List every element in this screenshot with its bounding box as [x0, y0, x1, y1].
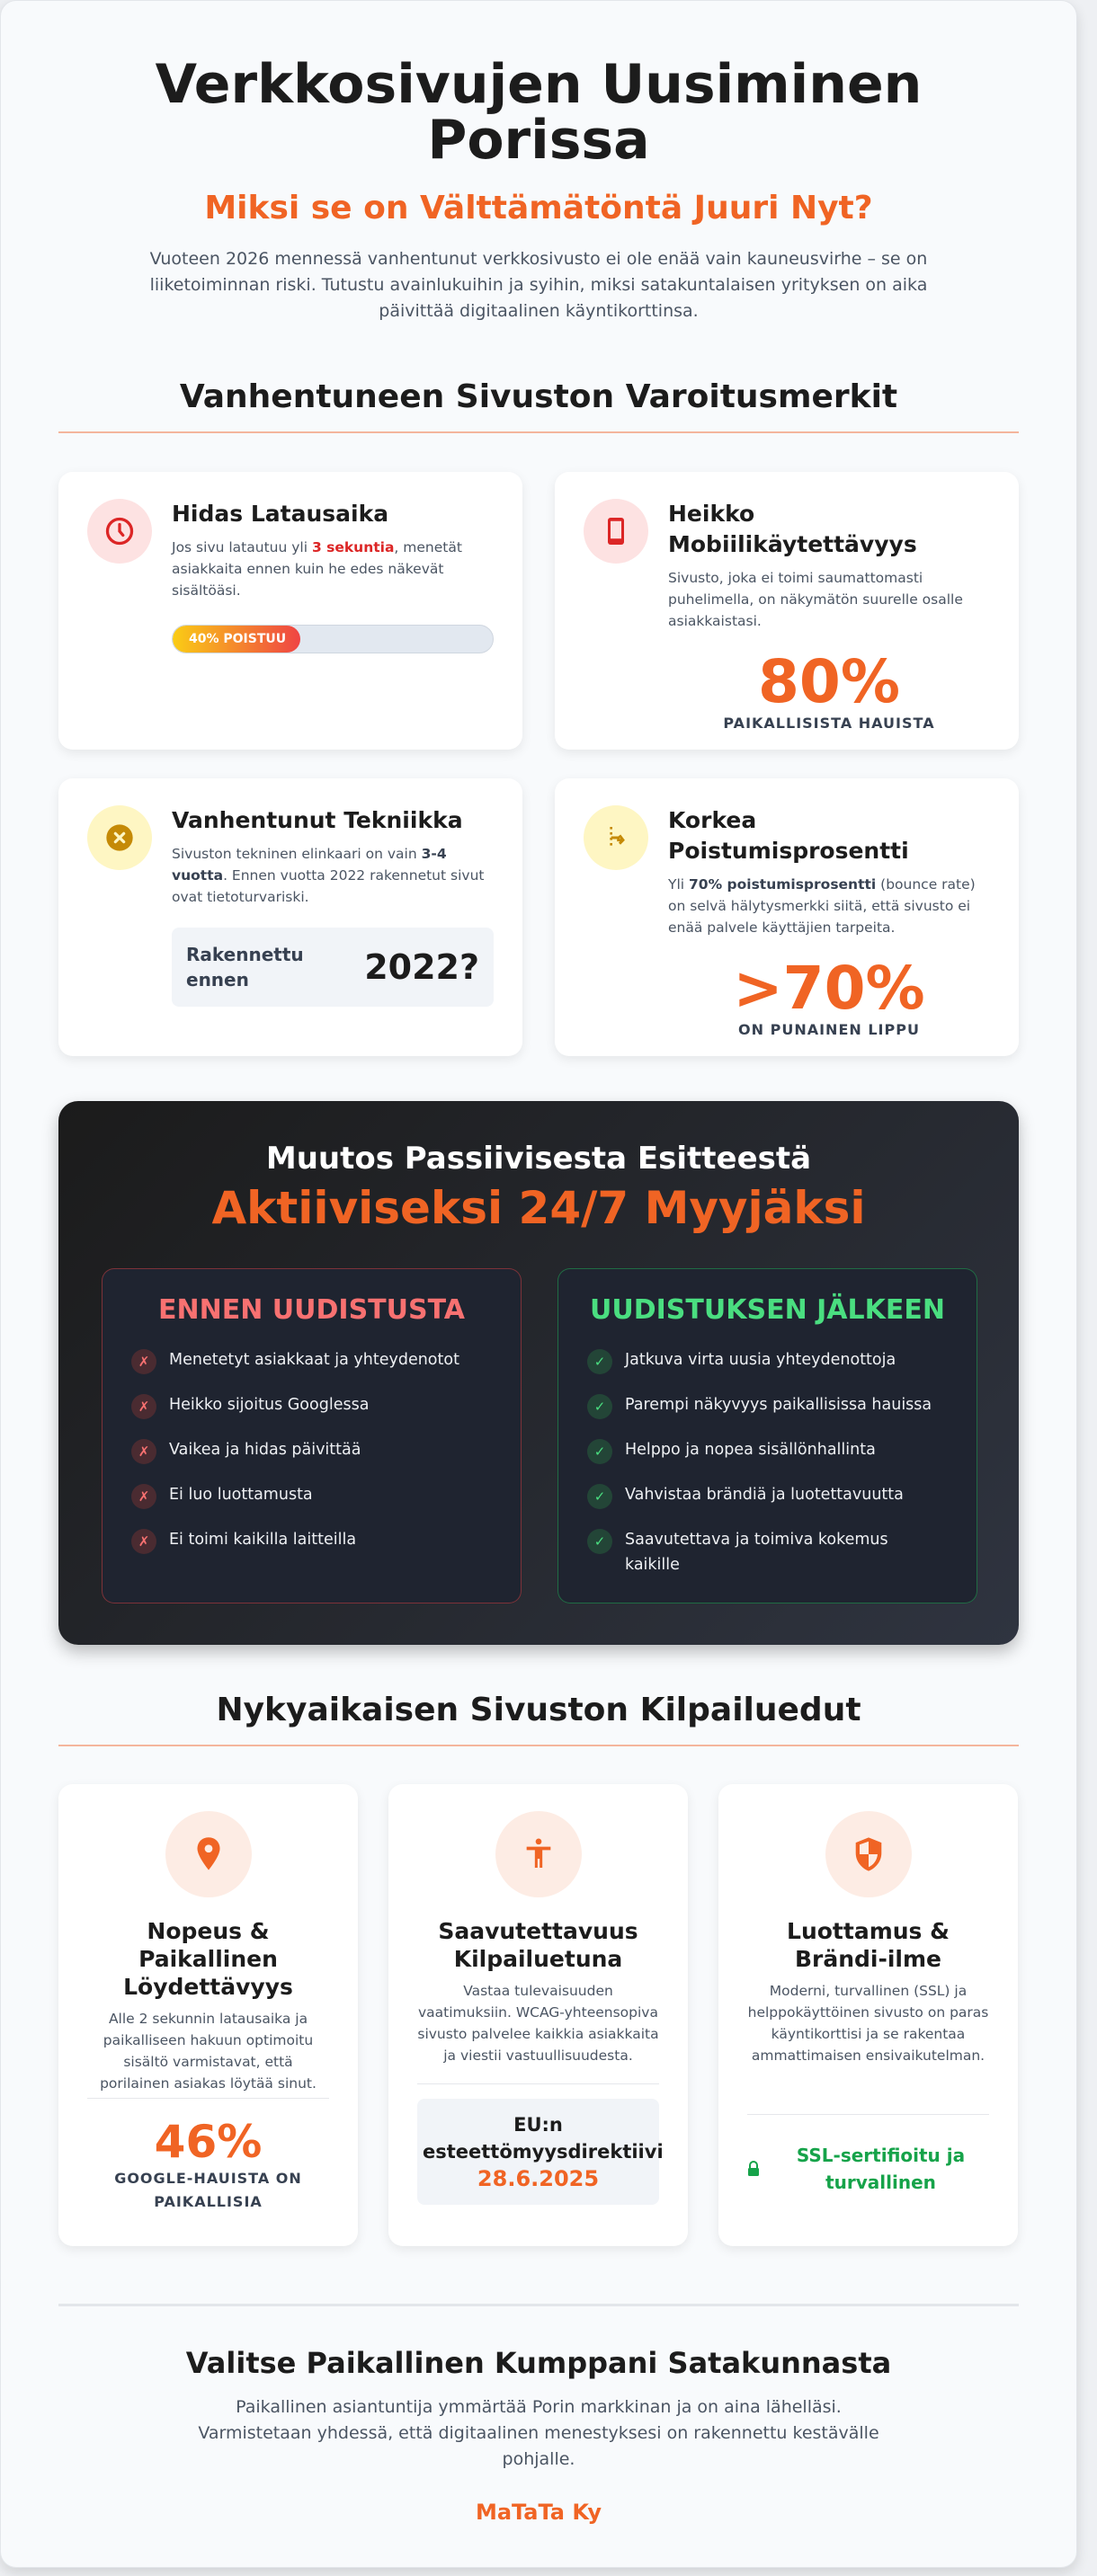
- advantage-card-speed: [58, 1784, 358, 2246]
- check-icon: ✓: [587, 1484, 612, 1509]
- cross-icon: ✗: [131, 1349, 156, 1374]
- card-desc: Vastaa tulevaisuuden vaatimuksiin. WCAG-yhteensopiva sivusto palvelee kaikkia asiakkaita ja viestii vastuullisuudesta.: [417, 1983, 659, 2064]
- divider: [58, 2304, 1019, 2306]
- list-item-text: Helppo ja nopea sisällönhallinta: [625, 1441, 876, 1459]
- warning-card-bounce: [555, 778, 1019, 1056]
- stat-value: 80%: [758, 647, 900, 716]
- list-item: [587, 1527, 948, 1577]
- page-subtitle: Miksi se on Välttämätöntä Juuri Nyt?: [204, 190, 873, 227]
- advantage-card-accessibility: [388, 1784, 688, 2246]
- lock-icon: [747, 2161, 760, 2177]
- list-item-text: Ei luo luottamusta: [169, 1486, 313, 1504]
- after-column: [557, 1268, 977, 1603]
- list-item: [587, 1347, 948, 1374]
- bounce-progress-bar: [172, 625, 494, 653]
- after-title: UUDISTUKSEN JÄLKEEN: [590, 1294, 945, 1326]
- card-title: Nopeus & Paikallinen Löydettävyys: [123, 1918, 293, 2000]
- page-title: Verkkosivujen Uusiminen Porissa: [155, 53, 923, 172]
- intro-text: Vuoteen 2026 mennessä vanhentunut verkkosivusto ei ole enää vain kauneusvirhe – se on liiketoiminnan riski. Tutustu avainlukuihin ja syihin, miksi satakuntalaisen yrityksen on aika päivittää digitaalinen käyntikorttinsa.: [149, 249, 928, 321]
- exit-arrow-icon: [584, 805, 648, 870]
- warning-card-slow: [58, 472, 522, 750]
- list-item: [131, 1482, 492, 1509]
- list-item-text: Menetetyt asiakkaat ja yhteydenotot: [169, 1351, 459, 1369]
- cross-icon: ✗: [131, 1394, 156, 1419]
- advantages-section: [58, 1692, 1019, 2246]
- card-desc: Sivusto, joka ei toimi saumattomasti puhelimella, on näkymätön suurelle osalle asiakkaistasi.: [668, 570, 963, 629]
- stat-label: GOOGLE-HAUISTA ON PAIKALLISIA: [114, 2170, 302, 2210]
- list-item-text: Parempi näkyvyys paikallisissa hauissa: [625, 1396, 932, 1414]
- list-item: [587, 1392, 948, 1419]
- card-title: Saavutettavuus Kilpailuetuna: [438, 1918, 638, 1972]
- cross-icon: ✗: [131, 1484, 156, 1509]
- card-desc: Alle 2 sekunnin latausaika ja paikalliseen hakuun optimoitu sisältö varmistavat, että porilainen asiakas löytää sinut.: [100, 2011, 317, 2092]
- card-desc: Yli 70% poistumisprosentti (bounce rate) on selvä hälytysmerkki siitä, että sivusto ei enää palvele käyttäjien tarpeita.: [668, 876, 976, 936]
- progress-fill: 40% POISTUU: [173, 626, 300, 653]
- before-title: ENNEN UUDISTUSTA: [158, 1294, 465, 1326]
- card-title: Heikko Mobiilikäytettävyys: [668, 501, 917, 557]
- ssl-badge: SSL-sertifioitu ja turvallinen: [747, 2133, 989, 2214]
- eu-directive-box: EU:n esteettömyysdirektiivi 28.6.2025: [417, 2099, 659, 2205]
- clock-icon: [87, 499, 152, 564]
- card-desc: Moderni, turvallinen (SSL) ja helppokäyttöinen sivusto on paras käyntikorttisi ja se rakentaa ammattimaisen ensivaikutelman.: [747, 1983, 989, 2064]
- stat-label: ON PUNAINEN LIPPU: [738, 1021, 920, 1038]
- check-icon: ✓: [587, 1394, 612, 1419]
- list-item: [587, 1482, 948, 1509]
- footer-heading: Valitse Paikallinen Kumppani Satakunnasta: [185, 2346, 892, 2380]
- card-title: Luottamus & Brändi-ilme: [787, 1918, 950, 1972]
- list-item-text: Heikko sijoitus Googlessa: [169, 1396, 370, 1414]
- list-item: [131, 1347, 492, 1374]
- accessibility-icon: [495, 1811, 582, 1897]
- list-item: [131, 1437, 492, 1464]
- check-icon: ✓: [587, 1349, 612, 1374]
- check-icon: ✓: [587, 1529, 612, 1554]
- section-heading: Vanhentuneen Sivuston Varoitusmerkit: [58, 378, 1019, 433]
- location-pin-icon: [165, 1811, 252, 1897]
- cross-icon: ✗: [131, 1439, 156, 1464]
- footer-cta: [58, 2346, 1019, 2525]
- stat-value: 46%: [154, 2116, 263, 2168]
- card-desc: Jos sivu latautuu yli 3 sekuntia, menetät asiakkaita ennen kuin he edes näkevät sisältöäsi.: [172, 539, 462, 599]
- stat-label: PAIKALLISISTA HAUISTA: [723, 715, 935, 732]
- list-item-text: Saavutettava ja toimiva kokemus kaikille: [625, 1531, 888, 1574]
- hero: [58, 1, 1019, 324]
- warning-card-mobile: [555, 472, 1019, 750]
- footer-text: Paikallinen asiantuntija ymmärtää Porin markkinan ja on aina lähelläsi. Varmistetaan yhdessä, että digitaalinen menestyksesi on rakennettu kestävälle pohjalle.: [198, 2397, 879, 2469]
- list-item: [131, 1527, 492, 1554]
- shield-icon: [825, 1811, 912, 1897]
- transform-heading: Muutos Passiivisesta Esitteestä: [265, 1141, 812, 1177]
- card-title: Korkea Poistumisprosentti: [668, 807, 909, 864]
- brand-name: MaTaTa Ky: [475, 2500, 602, 2525]
- card-title: Hidas Latausaika: [172, 501, 389, 527]
- list-item-text: Vahvistaa brändiä ja luotettavuutta: [625, 1486, 904, 1504]
- built-before-box: Rakennettu ennen 2022?: [172, 928, 494, 1007]
- transform-heading-accent: Aktiiviseksi 24/7 Myyjäksi: [211, 1182, 866, 1234]
- mobile-phone-icon: [584, 499, 648, 564]
- warning-card-tech: [58, 778, 522, 1056]
- list-item-text: Jatkuva virta uusia yhteydenottoja: [625, 1351, 896, 1369]
- warnings-section: [58, 378, 1019, 1056]
- cross-icon: ✗: [131, 1529, 156, 1554]
- list-item-text: Ei toimi kaikilla laitteilla: [169, 1531, 357, 1549]
- section-heading: Nykyaikaisen Sivuston Kilpailuedut: [58, 1692, 1019, 1746]
- x-circle-icon: [87, 805, 152, 870]
- transformation-section: [58, 1101, 1019, 1645]
- before-column: [102, 1268, 522, 1603]
- card-title: Vanhentunut Tekniikka: [172, 807, 463, 833]
- card-desc: Sivuston tekninen elinkaari on vain 3-4 vuotta. Ennen vuotta 2022 rakennetut sivut ovat tietoturvariski.: [172, 846, 485, 905]
- stat-value: >70%: [733, 954, 925, 1023]
- list-item: [587, 1437, 948, 1464]
- advantage-card-trust: [718, 1784, 1018, 2246]
- check-icon: ✓: [587, 1439, 612, 1464]
- list-item-text: Vaikea ja hidas päivittää: [169, 1441, 361, 1459]
- list-item: [131, 1392, 492, 1419]
